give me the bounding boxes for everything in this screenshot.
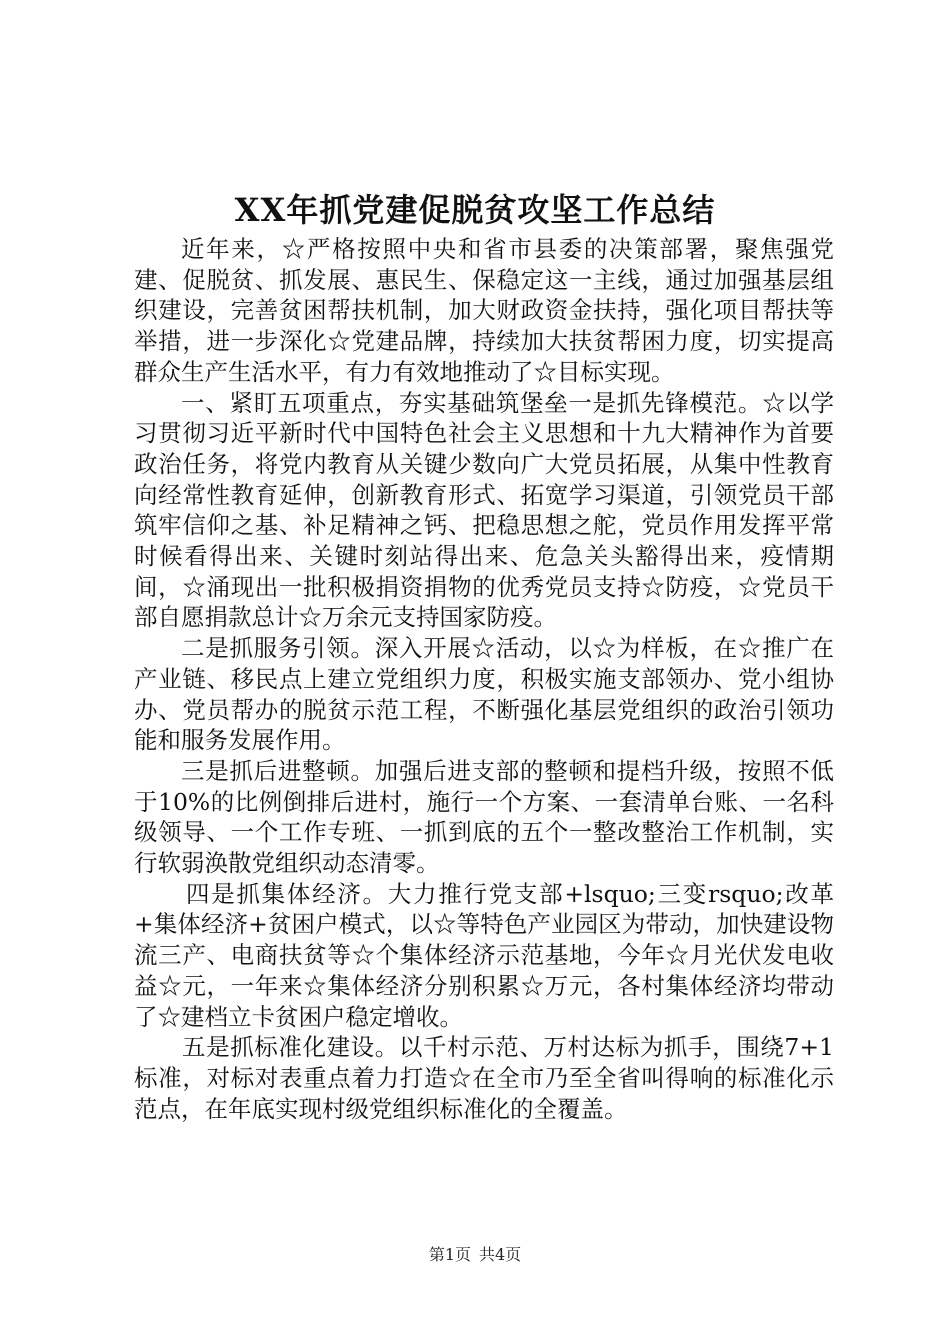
paragraph-standardization: 五是抓标准化建设。以千村示范、万村达标为抓手，围绕7+1标准，对标对表重点着力打造☆在全市乃至全省叫得响的标准化示范点，在年底实现村级党组织标准化的全覆盖。 <box>134 1033 834 1123</box>
paragraph-intro: 近年来，☆严格按照中央和省市县委的决策部署，聚焦强党建、促脱贫、抓发展、惠民生、保稳定这一主线，通过加强基层组织建设，完善贫困帮扶机制，加大财政资金扶持，强化项目帮扶等举措，进一步深化☆党建品牌，持续加大扶贫帮困力度，切实提高群众生产生活水平，有力有效地推动了☆目标实现。 <box>134 235 834 386</box>
paragraph-collective-economy: 四是抓集体经济。大力推行党支部+lsquo;三变rsquo;改革+集体经济+贫困户模式，以☆等特色产业园区为带动，加快建设物流三产、电商扶贫等☆个集体经济示范基地，今年☆月光伏发电收益☆元，一年来☆集体经济分别积累☆万元，各村集体经济均带动了☆建档立卡贫困户稳定增收。 <box>134 879 834 1031</box>
paragraph-service-leading: 二是抓服务引领。深入开展☆活动，以☆为样板，在☆推广在产业链、移民点上建立党组织力度，积极实施支部领办、党小组协办、党员帮办的脱贫示范工程，不断强化基层党组织的政治引领功能和服务发展作用。 <box>134 634 834 755</box>
paragraph-section-one: 一、紧盯五项重点，夯实基础筑堡垒一是抓先锋模范。☆以学习贯彻习近平新时代中国特色社会主义思想和十九大精神作为首要政治任务，将党内教育从关键少数向广大党员拓展，从集中性教育向经常性教育延伸，创新教育形式、拓宽学习渠道，引领党员干部筑牢信仰之基、补足精神之钙、把稳思想之舵，党员作用发挥平常时候看得出来、关键时刻站得出来、危急关头豁得出来，疫情期间，☆涌现出一批积极捐资捐物的优秀党员支持☆防疫，☆党员干部自愿捐款总计☆万余元支持国家防疫。 <box>134 388 834 632</box>
paragraph-backward-rectification: 三是抓后进整顿。加强后进支部的整顿和提档升级，按照不低于10%的比例倒排后进村，施行一个方案、一套清单台账、一名科级领导、一个工作专班、一抓到底的五个一整改整治工作机制，实行软弱涣散党组织动态清零。 <box>134 756 834 878</box>
page-total: 共4页 <box>479 1245 522 1264</box>
document-title: XX年抓党建促脱贫攻坚工作总结 <box>234 191 716 229</box>
page-footer <box>0 1244 950 1266</box>
page-number: 第1页 <box>428 1245 471 1264</box>
document-body <box>134 234 834 1124</box>
